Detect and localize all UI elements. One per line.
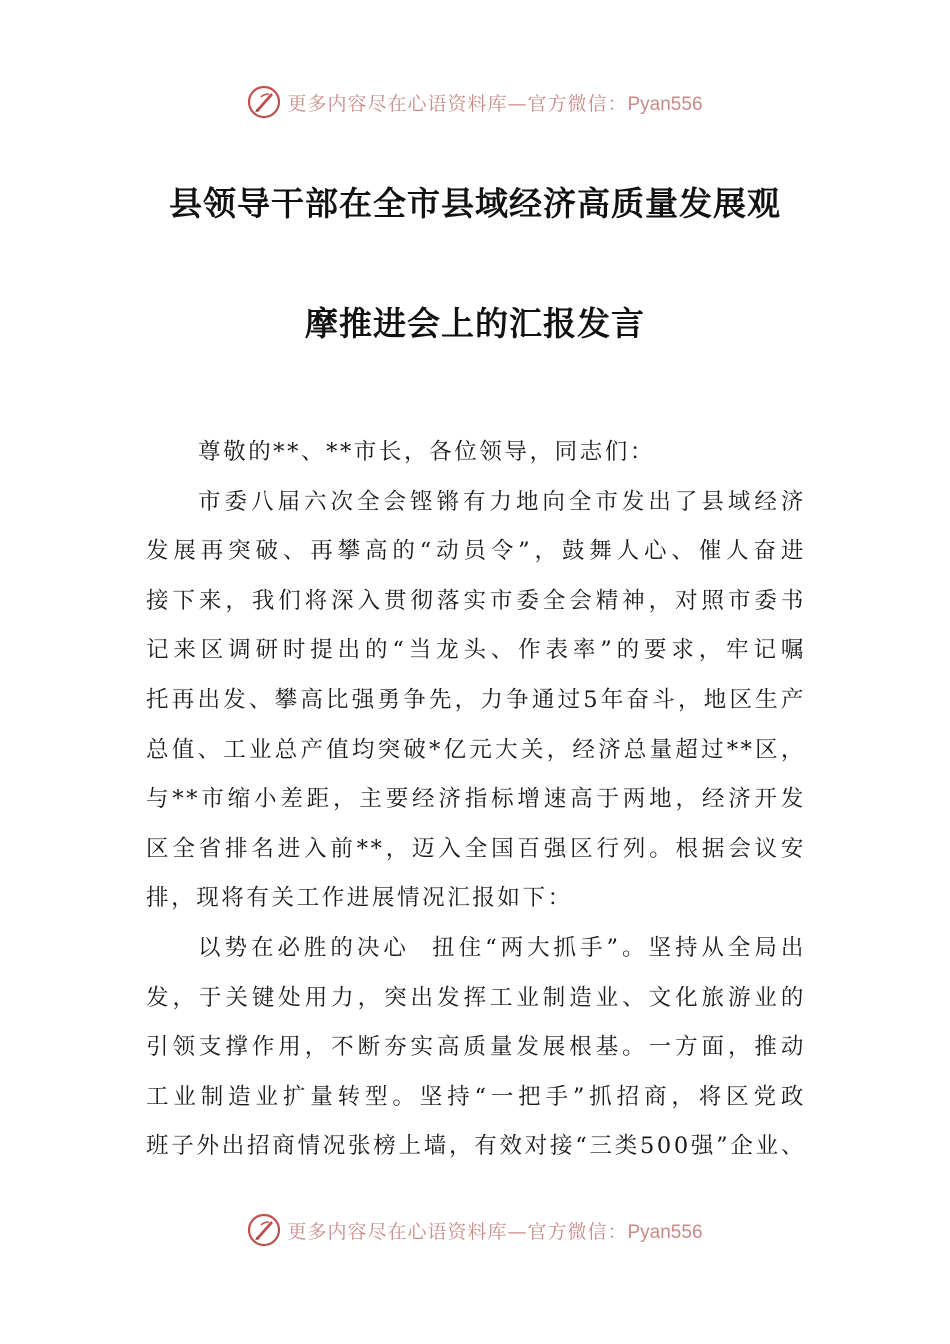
watermark-footer <box>0 1210 950 1250</box>
paragraph-salutation <box>146 428 806 478</box>
text-line: 与**市缩小差距，主要经济指标增速高于两地，经济开发 <box>146 786 806 813</box>
text-line: 总值、工业总产值均突破*亿元大关，经济总量超过**区， <box>146 736 806 763</box>
text-line: 市委八届六次全会铿锵有力地向全市发出了县域经济 <box>198 488 806 515</box>
paragraph-section-1 <box>146 924 806 1172</box>
text-line: 班子外出招商情况张榜上墙，有效对接“三类500强”企业、 <box>146 1133 806 1160</box>
text-line: 接下来，我们将深入贯彻落实市委全会精神，对照市委书 <box>146 587 806 614</box>
text-line: 发，于关键处用力，突出发挥工业制造业、文化旅游业的 <box>146 984 806 1011</box>
watermark-text: 更多内容尽在心语资料库—官方微信：Pyan556 <box>287 1220 703 1243</box>
watermark-wechat-id: Pyan556 <box>627 93 703 115</box>
paragraph-intro <box>146 478 806 924</box>
watermark-header <box>0 82 950 122</box>
text-line: 引领支撑作用，不断夯实高质量发展根基。一方面，推动 <box>146 1034 806 1061</box>
text-line: 排，现将有关工作进展情况汇报如下： <box>146 885 573 912</box>
text-line: 托再出发、攀高比强勇争先，力争通过5年奋斗，地区生产 <box>146 686 806 713</box>
document-title-line-2: 摩推进会上的汇报发言 <box>305 304 645 343</box>
quill-logo-icon <box>247 85 281 119</box>
text-line: 区全省排名进入前**，迈入全国百强区行列。根据会议安 <box>146 835 806 862</box>
document-title-line-1: 县领导干部在全市县域经济高质量发展观 <box>169 184 781 223</box>
text-line: 工业制造业扩量转型。坚持“一把手”抓招商，将区党政 <box>146 1083 806 1110</box>
text-line: 记来区调研时提出的“当龙头、作表率”的要求，牢记嘱 <box>146 637 806 664</box>
quill-logo-icon <box>247 1213 281 1247</box>
watermark-wechat-id: Pyan556 <box>627 1221 703 1243</box>
watermark-text: 更多内容尽在心语资料库—官方微信：Pyan556 <box>287 92 703 115</box>
text-line: 尊敬的**、**市长，各位领导，同志们： <box>198 439 656 465</box>
text-line: 发展再突破、再攀高的“动员令”，鼓舞人心、催人奋进 <box>146 538 806 565</box>
document-body <box>146 428 806 1172</box>
text-line: 以势在必胜的决心 扭住“两大抓手”。坚持从全局出 <box>198 934 806 961</box>
